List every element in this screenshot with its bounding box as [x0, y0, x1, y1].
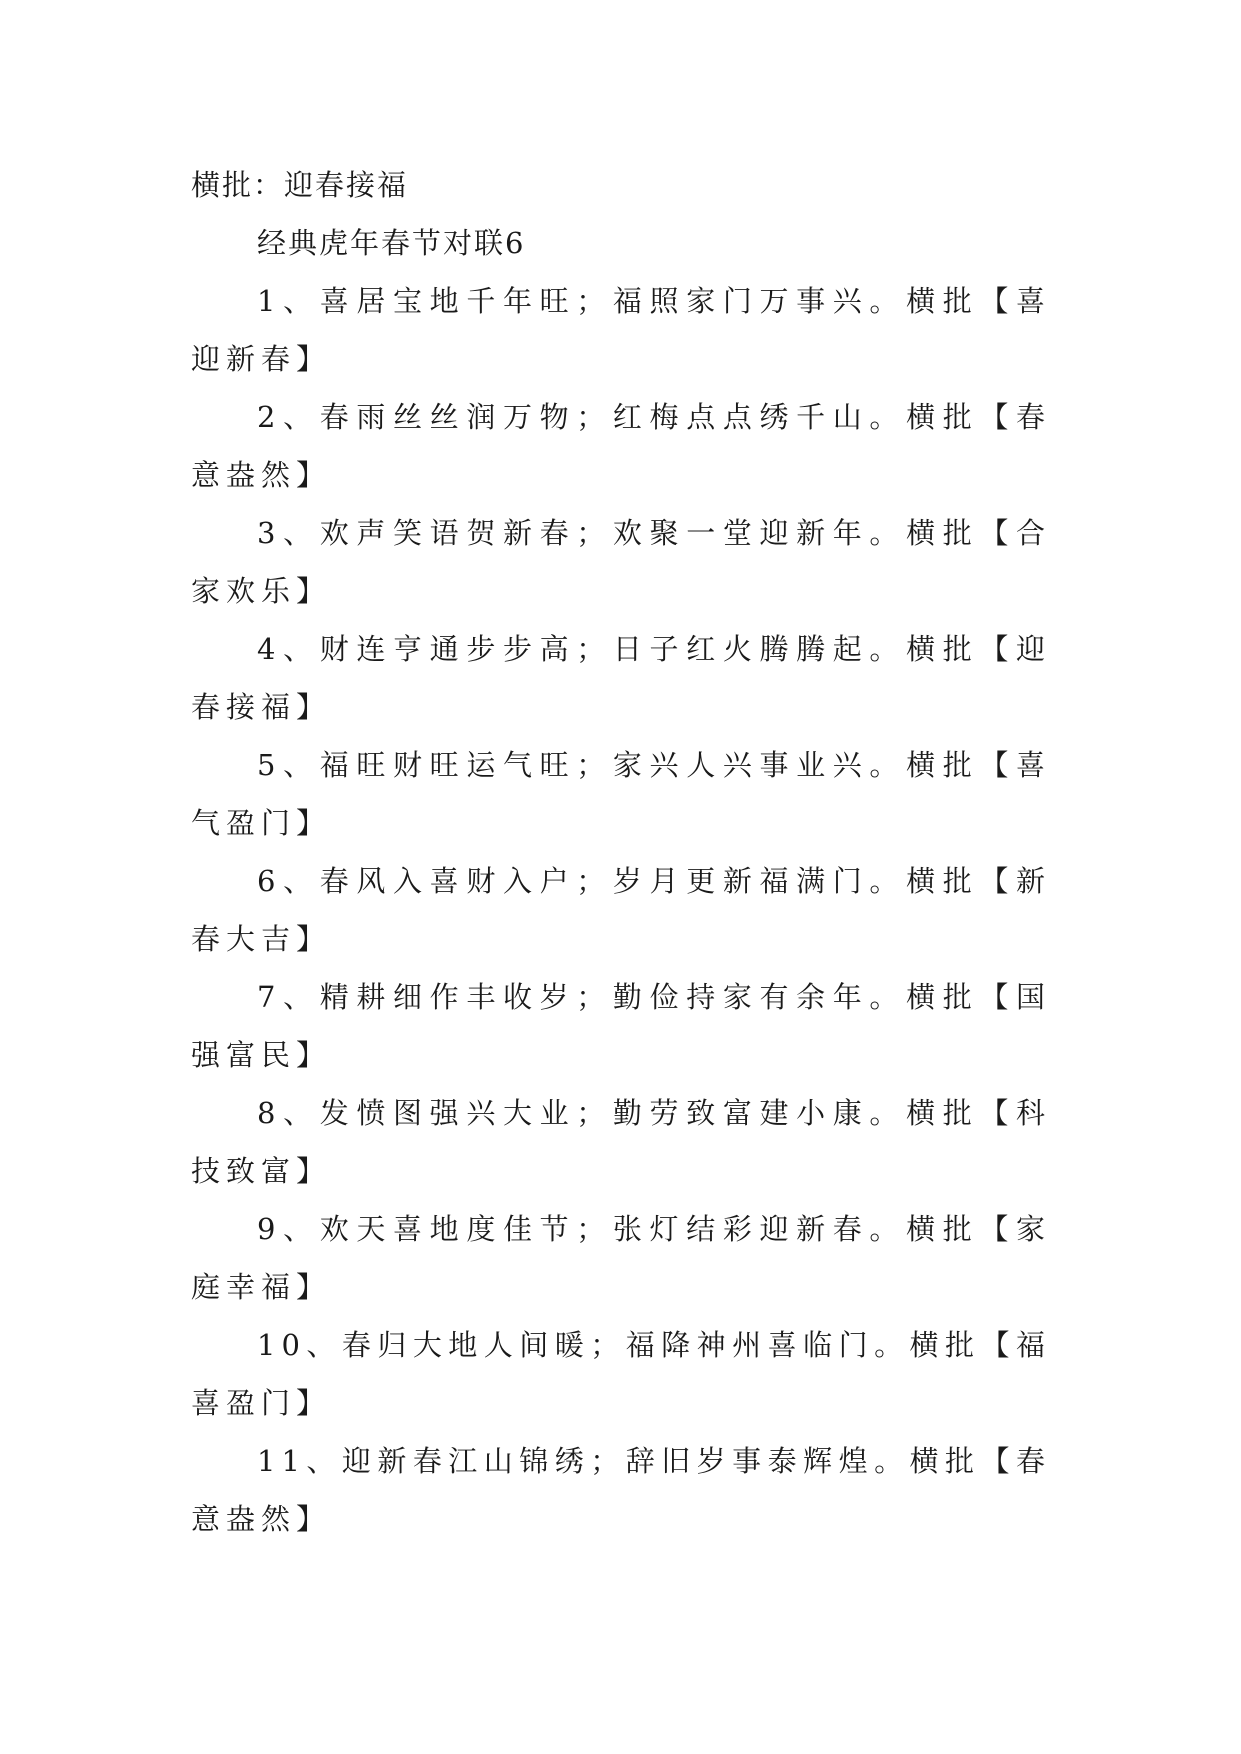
section-heading: 经典虎年春节对联6	[257, 226, 526, 260]
couplet-item: 5、福旺财旺运气旺；家兴人兴事业兴。横批【喜气盈门】	[191, 748, 1051, 840]
couplet-item: 11、迎新春江山锦绣；辞旧岁事泰辉煌。横批【春意盎然】	[191, 1444, 1051, 1536]
couplet-item: 8、发愤图强兴大业；勤劳致富建小康。横批【科技致富】	[191, 1096, 1051, 1188]
couplet-item: 6、春风入喜财入户；岁月更新福满门。横批【新春大吉】	[191, 864, 1051, 956]
couplet-item: 4、财连亨通步步高；日子红火腾腾起。横批【迎春接福】	[191, 632, 1051, 724]
document-body	[191, 156, 1051, 1548]
couplet-item: 10、春归大地人间暖；福降神州喜临门。横批【福喜盈门】	[191, 1328, 1051, 1420]
preamble-line: 横批：迎春接福	[191, 168, 409, 202]
couplet-item: 7、精耕细作丰收岁；勤俭持家有余年。横批【国强富民】	[191, 980, 1051, 1072]
couplet-item: 3、欢声笑语贺新春；欢聚一堂迎新年。横批【合家欢乐】	[191, 516, 1051, 608]
couplet-item: 9、欢天喜地度佳节；张灯结彩迎新春。横批【家庭幸福】	[191, 1212, 1051, 1304]
couplet-item: 2、春雨丝丝润万物；红梅点点绣千山。横批【春意盎然】	[191, 400, 1051, 492]
couplet-item: 1、喜居宝地千年旺；福照家门万事兴。横批【喜迎新春】	[191, 284, 1051, 376]
